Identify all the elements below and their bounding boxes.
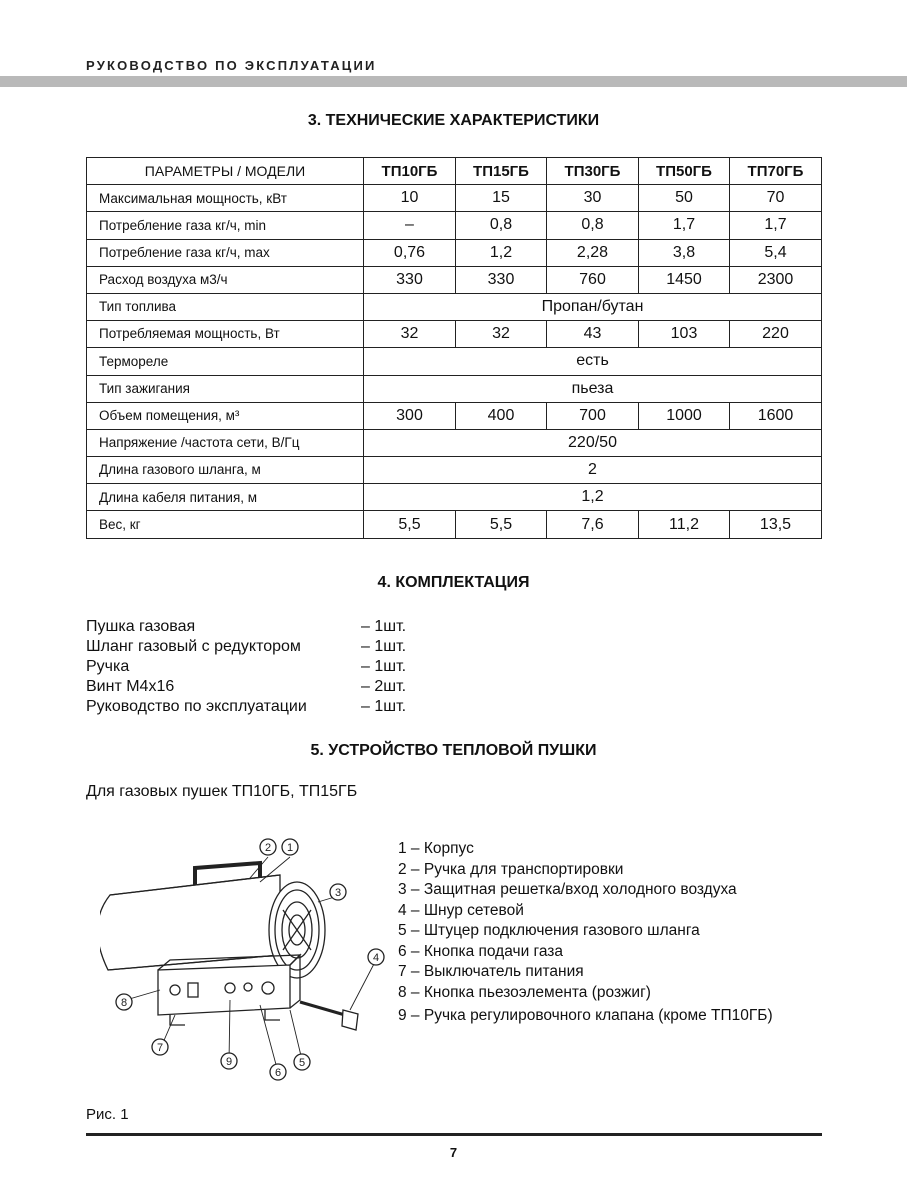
header-bar	[0, 76, 907, 87]
value-cell: 1450	[639, 266, 730, 293]
value-cell: 400	[456, 402, 547, 429]
table-row	[87, 266, 822, 293]
model-header: ТП10ГБ	[364, 158, 456, 185]
kit-item-name: Пушка газовая	[86, 618, 196, 635]
callout-label: 5	[298, 1057, 306, 1069]
table-row	[87, 185, 822, 212]
kit-item-qty: – 2шт.	[361, 678, 407, 695]
value-cell: 5,4	[730, 239, 822, 266]
callout-6	[270, 1064, 286, 1080]
legend-item: 4 – Шнур сетевой	[398, 901, 524, 919]
kit-item-qty: – 1шт.	[361, 658, 407, 675]
table-row	[87, 429, 822, 456]
control-box	[158, 965, 290, 1015]
legend-item: 3 – Защитная решетка/вход холодного воздуха	[398, 881, 737, 898]
value-cell: 13,5	[730, 511, 822, 538]
value-cell: 50	[639, 185, 730, 212]
legend-item: 1 – Корпус	[398, 840, 474, 857]
running-header: РУКОВОДСТВО ПО ЭКСПЛУАТАЦИИ	[86, 58, 377, 73]
table-row	[87, 511, 822, 538]
callout-label: 4	[372, 952, 380, 964]
table-row	[87, 457, 822, 484]
legend-item: 2 – Ручка для транспортировки	[398, 860, 624, 878]
value-cell: 300	[364, 402, 456, 429]
kit-item-name: Руководство по эксплуатации	[86, 698, 307, 715]
list-item	[86, 617, 406, 637]
model-header: ТП30ГБ	[547, 158, 639, 185]
list-item	[86, 637, 406, 657]
callout-4	[368, 949, 384, 965]
kit-item-qty: – 1шт.	[361, 638, 407, 655]
param-cell: Термореле	[87, 348, 364, 375]
param-cell: Длина кабеля питания, м	[87, 484, 364, 511]
value-cell: 2,28	[547, 239, 639, 266]
plug	[342, 1010, 358, 1030]
callout-label: 8	[120, 997, 128, 1009]
value-cell: 32	[456, 321, 547, 348]
table-row	[87, 348, 822, 375]
footer-rule	[86, 1133, 822, 1136]
heat-gun-figure	[100, 830, 395, 1085]
value-cell: 0,8	[547, 212, 639, 239]
callout-label: 7	[156, 1042, 164, 1054]
callout-2	[260, 839, 276, 855]
legend-item: 6 – Кнопка подачи газа	[398, 942, 564, 960]
table-row	[87, 239, 822, 266]
param-cell: Расход воздуха м3/ч	[87, 266, 364, 293]
legend-item: 5 – Штуцер подключения газового шланга	[398, 922, 700, 939]
kit-item-name: Ручка	[86, 658, 130, 675]
kit-list	[86, 617, 406, 717]
param-cell: Длина газового шланга, м	[87, 457, 364, 484]
callout-label: 2	[264, 842, 272, 854]
value-cell: 330	[456, 266, 547, 293]
power-cord	[300, 1002, 345, 1015]
callout-8	[116, 994, 132, 1010]
kit-item-name: Винт М4х16	[86, 678, 175, 695]
value-cell: 3,8	[639, 239, 730, 266]
section-4-title: 4. КОМПЛЕКТАЦИЯ	[377, 574, 530, 591]
value-cell: 10	[364, 185, 456, 212]
value-cell: –	[364, 212, 456, 239]
value-cell: 330	[364, 266, 456, 293]
value-cell: 700	[547, 402, 639, 429]
kit-item-qty: – 1шт.	[361, 618, 407, 635]
figure-legend	[398, 839, 773, 1027]
model-header: ТП70ГБ	[730, 158, 822, 185]
callout-3	[330, 884, 346, 900]
value-cell-merged: 2	[364, 457, 822, 484]
legend-item: 9 – Ручка регулировочного клапана (кроме ТП10ГБ)	[398, 1007, 773, 1024]
value-cell-merged: есть	[364, 348, 822, 375]
callout-label: 1	[286, 842, 294, 854]
callout-5	[294, 1054, 310, 1070]
value-cell: 760	[547, 266, 639, 293]
table-row	[87, 484, 822, 511]
value-cell-merged: Пропан/бутан	[364, 293, 822, 320]
table-row	[87, 402, 822, 429]
callout-label: 9	[225, 1056, 233, 1068]
table-row	[87, 375, 822, 402]
param-cell: Потребление газа кг/ч, max	[87, 239, 364, 266]
figure-intro: Для газовых пушек ТП10ГБ, ТП15ГБ	[86, 783, 358, 800]
value-cell: 7,6	[547, 511, 639, 538]
param-cell: Вес, кг	[87, 511, 364, 538]
value-cell: 1000	[639, 402, 730, 429]
value-cell-merged: 1,2	[364, 484, 822, 511]
callout-label: 6	[274, 1067, 282, 1079]
callout-9	[221, 1053, 237, 1069]
value-cell: 5,5	[456, 511, 547, 538]
value-cell: 0,8	[456, 212, 547, 239]
list-item	[86, 677, 406, 697]
value-cell: 220	[730, 321, 822, 348]
value-cell: 70	[730, 185, 822, 212]
value-cell: 103	[639, 321, 730, 348]
param-header: ПАРАМЕТРЫ / МОДЕЛИ	[87, 158, 364, 185]
value-cell-merged: пьеза	[364, 375, 822, 402]
page-number: 7	[449, 1145, 458, 1160]
kit-item-name: Шланг газовый с редуктором	[86, 638, 301, 655]
value-cell: 43	[547, 321, 639, 348]
callout-7	[152, 1039, 168, 1055]
value-cell-merged: 220/50	[364, 429, 822, 456]
value-cell: 5,5	[364, 511, 456, 538]
table-row	[87, 321, 822, 348]
table-header-row	[87, 158, 822, 185]
table-row	[87, 293, 822, 320]
legend-item: 8 – Кнопка пьезоэлемента (розжиг)	[398, 983, 651, 1001]
body-shell	[100, 875, 280, 970]
param-cell: Объем помещения, м³	[87, 402, 364, 429]
kit-item-qty: – 1шт.	[361, 698, 407, 715]
table-row	[87, 212, 822, 239]
value-cell: 11,2	[639, 511, 730, 538]
value-cell: 30	[547, 185, 639, 212]
figure-caption: Рис. 1	[86, 1106, 129, 1123]
param-cell: Максимальная мощность, кВт	[87, 185, 364, 212]
value-cell: 15	[456, 185, 547, 212]
list-item	[86, 697, 406, 717]
param-cell: Напряжение /частота сети, В/Гц	[87, 429, 364, 456]
value-cell: 0,76	[364, 239, 456, 266]
value-cell: 32	[364, 321, 456, 348]
param-cell: Потребление газа кг/ч, min	[87, 212, 364, 239]
param-cell: Потребляемая мощность, Вт	[87, 321, 364, 348]
list-item	[86, 657, 406, 677]
value-cell: 1,7	[730, 212, 822, 239]
param-cell: Тип зажигания	[87, 375, 364, 402]
callout-1	[282, 839, 298, 855]
value-cell: 2300	[730, 266, 822, 293]
value-cell: 1,2	[456, 239, 547, 266]
model-header: ТП15ГБ	[456, 158, 547, 185]
spec-table	[86, 157, 822, 539]
callout-label: 3	[334, 887, 342, 899]
model-header: ТП50ГБ	[639, 158, 730, 185]
value-cell: 1600	[730, 402, 822, 429]
value-cell: 1,7	[639, 212, 730, 239]
legend-item: 7 – Выключатель питания	[398, 963, 584, 980]
param-cell: Тип топлива	[87, 293, 364, 320]
section-3-title: 3. ТЕХНИЧЕСКИЕ ХАРАКТЕРИСТИКИ	[307, 112, 600, 129]
section-5-title: 5. УСТРОЙСТВО ТЕПЛОВОЙ ПУШКИ	[310, 742, 597, 759]
